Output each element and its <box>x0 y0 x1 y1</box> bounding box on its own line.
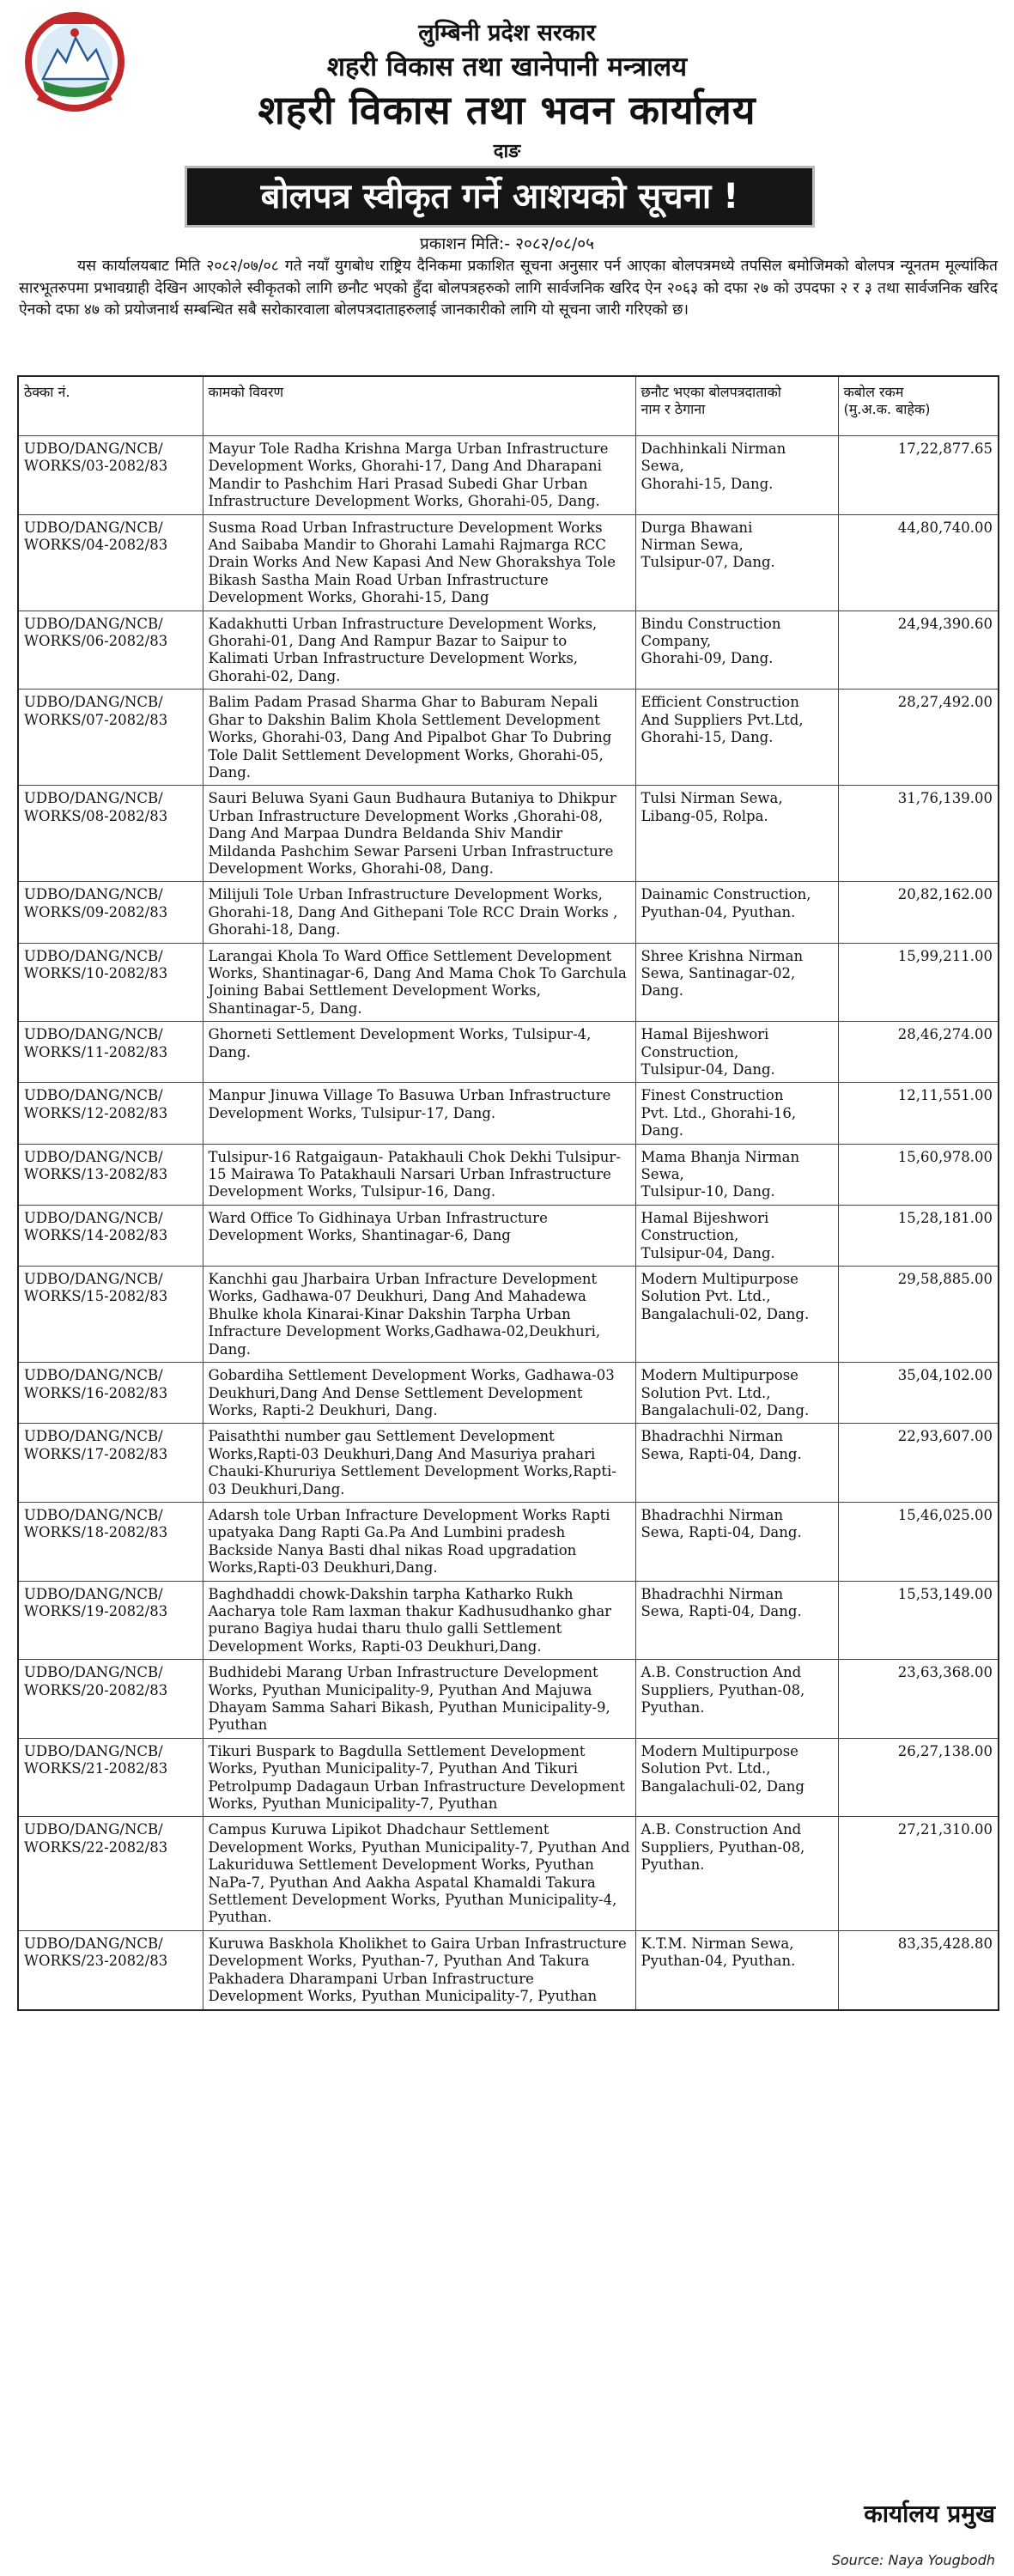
table-row <box>18 1660 999 1739</box>
work-description-cell: Manpur Jinuwa Village To Basuwa Urban Infrastructure Development Works, Tulsipur-17, Dang. <box>203 1083 635 1144</box>
header-contract-no: ठेक्का नं. <box>18 376 203 436</box>
bidder-name-cell: Tulsi Nirman Sewa, Libang-05, Rolpa. <box>635 786 838 882</box>
bid-amount-cell: 31,76,139.00 <box>838 786 999 882</box>
bidder-name-cell: Bindu Construction Company, Ghorahi-09, Dang. <box>635 611 838 690</box>
work-description-cell: Baghdhaddi chowk-Dakshin tarpha Katharko Rukh Aacharya tole Ram laxman thakur Kadhusudhanko ghar purano Bagiya hudai tharu thulo galli Settlement Development Works, Rapti-03 Deukhuri,Dang. <box>203 1581 635 1660</box>
bidder-name-cell: A.B. Construction And Suppliers, Pyuthan-08, Pyuthan. <box>635 1660 838 1739</box>
header-bidder: छनौट भएका बोलपत्रदाताको नाम र ठेगाना <box>635 376 838 436</box>
contract-number-cell: UDBO/DANG/NCB/ WORKS/20-2082/83 <box>18 1660 203 1739</box>
bid-amount-cell: 24,94,390.60 <box>838 611 999 690</box>
bid-amount-cell: 27,21,310.00 <box>838 1817 999 1930</box>
office-chief-signoff: कार्यालय प्रमुख <box>864 2500 995 2528</box>
table-header-row <box>18 376 999 436</box>
work-description-cell: Sauri Beluwa Syani Gaun Budhaura Butaniya to Dhikpur Urban Infrastructure Development Works ,Ghorahi-08, Dang And Marpaa Dundra Beldanda Shiv Mandir Mildanda Pashchim Sewar Parseni Urban Infrastructure Development Works, Ghorahi-08, Dang. <box>203 786 635 882</box>
table-row <box>18 786 999 882</box>
header-amount: कबोल रकम (मु.अ.क. बाहेक) <box>838 376 999 436</box>
table-row <box>18 1424 999 1503</box>
header-description: कामको विवरण <box>203 376 635 436</box>
bidder-name-cell: Dainamic Construction, Pyuthan-04, Pyuthan. <box>635 882 838 943</box>
contract-number-cell: UDBO/DANG/NCB/ WORKS/04-2082/83 <box>18 514 203 611</box>
table-row <box>18 1083 999 1144</box>
contract-number-cell: UDBO/DANG/NCB/ WORKS/14-2082/83 <box>18 1205 203 1266</box>
contract-number-cell: UDBO/DANG/NCB/ WORKS/19-2082/83 <box>18 1581 203 1660</box>
contract-number-cell: UDBO/DANG/NCB/ WORKS/18-2082/83 <box>18 1502 203 1581</box>
contract-number-cell: UDBO/DANG/NCB/ WORKS/12-2082/83 <box>18 1083 203 1144</box>
table-row <box>18 1738 999 1817</box>
work-description-cell: Milijuli Tole Urban Infrastructure Development Works, Ghorahi-18, Dang And Githepani Tole RCC Drain Works , Ghorahi-18, Dang. <box>203 882 635 943</box>
table-row <box>18 1817 999 1930</box>
bid-amount-cell: 28,27,492.00 <box>838 690 999 786</box>
table-row <box>18 882 999 943</box>
notice-intro: यस कार्यालयबाट मिति २०८२/०७/०८ गते नयाँ युगबोध राष्ट्रिय दैनिकमा प्रकाशित सूचना अनुसार पर्न आएका बोलपत्रमध्ये तपसिल बमोजिमको बोलपत्र न्यूनतम मूल्यांकित सारभूतरुपमा प्रभावग्राही देखिन आएकोले स्वीकृतको लागि छनौट भएको हुँदा बोलपत्रहरुको लागि सार्वजनिक खरिद ऐन २०६३ को दफा २७ को उपदफा २ र ३ तथा सार्वजनिक खरिद ऐनको दफा ४७ को प्रयोजनार्थ सम्बन्धित सबै सरोकारवाला बोलपत्रदाताहरुलाई जानकारीको लागि यो सूचना जारी गरिएको छ। <box>19 258 998 319</box>
bidder-name-cell: Durga Bhawani Nirman Sewa, Tulsipur-07, Dang. <box>635 514 838 611</box>
bidder-name-cell: Modern Multipurpose Solution Pvt. Ltd., Bangalachuli-02, Dang. <box>635 1363 838 1424</box>
table-row <box>18 1205 999 1266</box>
bidder-name-cell: Modern Multipurpose Solution Pvt. Ltd., Bangalachuli-02, Dang. <box>635 1267 838 1363</box>
table-row <box>18 514 999 611</box>
bidder-name-cell: Modern Multipurpose Solution Pvt. Ltd., Bangalachuli-02, Dang <box>635 1738 838 1817</box>
work-description-cell: Budhidebi Marang Urban Infrastructure Development Works, Pyuthan Municipality-9, Pyuthan And Majuwa Dhayam Samma Sahari Bikash, Pyuthan Municipality-9, Pyuthan <box>203 1660 635 1739</box>
bid-amount-cell: 35,04,102.00 <box>838 1363 999 1424</box>
bid-amount-cell: 20,82,162.00 <box>838 882 999 943</box>
bid-amount-cell: 26,27,138.00 <box>838 1738 999 1817</box>
source-credit: Source: Naya Yougbodh <box>831 2552 995 2568</box>
bidder-name-cell: A.B. Construction And Suppliers, Pyuthan-08, Pyuthan. <box>635 1817 838 1930</box>
bid-amount-cell: 22,93,607.00 <box>838 1424 999 1503</box>
table-row <box>18 611 999 690</box>
bid-amount-cell: 15,99,211.00 <box>838 943 999 1022</box>
work-description-cell: Kanchhi gau Jharbaira Urban Infracture Development Works, Gadhawa-07 Deukhuri, Dang And Mahadewa Bhulke khola Kinarai-Kinar Dakshin Tarpha Urban Infracture Development Works,Gadhawa-02,Deukhuri, Dang. <box>203 1267 635 1363</box>
ministry-name: शहरी विकास तथा खानेपानी मन्त्रालय <box>326 52 688 82</box>
table-row <box>18 1144 999 1205</box>
table-row <box>18 1363 999 1424</box>
work-description-cell: Tikuri Buspark to Bagdulla Settlement Development Works, Pyuthan Municipality-7, Pyuthan And Tikuri Petrolpump Dadagaun Urban Infrastructure Development Works, Pyuthan Municipality-7, Pyuthan <box>203 1738 635 1817</box>
table-row <box>18 943 999 1022</box>
bidder-name-cell: Hamal Bijeshwori Construction, Tulsipur-04, Dang. <box>635 1205 838 1266</box>
work-description-cell: Paisaththi number gau Settlement Development Works,Rapti-03 Deukhuri,Dang And Masuriya prahari Chauki-Khururiya Settlement Development Works,Rapti-03 Deukhuri,Dang. <box>203 1424 635 1503</box>
contract-number-cell: UDBO/DANG/NCB/ WORKS/09-2082/83 <box>18 882 203 943</box>
contract-number-cell: UDBO/DANG/NCB/ WORKS/03-2082/83 <box>18 436 203 515</box>
table-row <box>18 690 999 786</box>
bidder-name-cell: Bhadrachhi Nirman Sewa, Rapti-04, Dang. <box>635 1502 838 1581</box>
government-name: लुम्बिनी प्रदेश सरकार <box>418 20 596 46</box>
bid-amount-cell: 15,53,149.00 <box>838 1581 999 1660</box>
bid-amount-cell: 83,35,428.80 <box>838 1930 999 2009</box>
bidder-name-cell: Efficient Construction And Suppliers Pvt.Ltd, Ghorahi-15, Dang. <box>635 690 838 786</box>
bidder-name-cell: Mama Bhanja Nirman Sewa, Tulsipur-10, Dang. <box>635 1144 838 1205</box>
bid-amount-cell: 15,46,025.00 <box>838 1502 999 1581</box>
contract-number-cell: UDBO/DANG/NCB/ WORKS/22-2082/83 <box>18 1817 203 1930</box>
publication-date: प्रकाशन मिति:- २०८२/०८/०५ <box>419 234 594 253</box>
work-description-cell: Gobardiha Settlement Development Works, Gadhawa-03 Deukhuri,Dang And Dense Settlement Development Works, Rapti-2 Deukhuri, Dang. <box>203 1363 635 1424</box>
bidder-name-cell: Dachhinkali Nirman Sewa, Ghorahi-15, Dang. <box>635 436 838 515</box>
contract-number-cell: UDBO/DANG/NCB/ WORKS/08-2082/83 <box>18 786 203 882</box>
work-description-cell: Kadakhutti Urban Infrastructure Development Works, Ghorahi-01, Dang And Rampur Bazar to Saipur to Kalimati Urban Infrastructure Development Works, Ghorahi-02, Dang. <box>203 611 635 690</box>
bid-amount-cell: 29,58,885.00 <box>838 1267 999 1363</box>
contract-number-cell: UDBO/DANG/NCB/ WORKS/07-2082/83 <box>18 690 203 786</box>
bid-amount-cell: 15,28,181.00 <box>838 1205 999 1266</box>
contract-number-cell: UDBO/DANG/NCB/ WORKS/15-2082/83 <box>18 1267 203 1363</box>
contract-number-cell: UDBO/DANG/NCB/ WORKS/23-2082/83 <box>18 1930 203 2009</box>
office-location: दाङ <box>493 141 521 162</box>
contract-number-cell: UDBO/DANG/NCB/ WORKS/11-2082/83 <box>18 1022 203 1083</box>
table-row <box>18 1267 999 1363</box>
table-row <box>18 1930 999 2009</box>
work-description-cell: Larangai Khola To Ward Office Settlement Development Works, Shantinagar-6, Dang And Mama Chok To Garchula Joining Babai Settlement Development Works, Shantinagar-5, Dang. <box>203 943 635 1022</box>
bid-amount-cell: 12,11,551.00 <box>838 1083 999 1144</box>
bidder-name-cell: Bhadrachhi Nirman Sewa, Rapti-04, Dang. <box>635 1581 838 1660</box>
bid-table <box>17 375 999 2011</box>
contract-number-cell: UDBO/DANG/NCB/ WORKS/16-2082/83 <box>18 1363 203 1424</box>
table-row <box>18 1581 999 1660</box>
contract-number-cell: UDBO/DANG/NCB/ WORKS/21-2082/83 <box>18 1738 203 1817</box>
bidder-name-cell: Hamal Bijeshwori Construction, Tulsipur-04, Dang. <box>635 1022 838 1083</box>
work-description-cell: Ghorneti Settlement Development Works, Tulsipur-4, Dang. <box>203 1022 635 1083</box>
notice-title-banner: बोलपत्र स्वीकृत गर्ने आशयको सूचना ! <box>187 168 812 225</box>
table-row <box>18 1502 999 1581</box>
contract-number-cell: UDBO/DANG/NCB/ WORKS/10-2082/83 <box>18 943 203 1022</box>
table-row <box>18 436 999 515</box>
table-row <box>18 1022 999 1083</box>
bidder-name-cell: K.T.M. Nirman Sewa, Pyuthan-04, Pyuthan. <box>635 1930 838 2009</box>
contract-number-cell: UDBO/DANG/NCB/ WORKS/17-2082/83 <box>18 1424 203 1503</box>
work-description-cell: Kuruwa Baskhola Kholikhet to Gaira Urban Infrastructure Development Works, Pyuthan-7, Pyuthan And Takura Pakhadera Dharampani Urban Infrastructure Development Works, Pyuthan Municipality-7, Pyuthan <box>203 1930 635 2009</box>
table-body <box>18 436 999 2010</box>
bidder-name-cell: Bhadrachhi Nirman Sewa, Rapti-04, Dang. <box>635 1424 838 1503</box>
bid-amount-cell: 17,22,877.65 <box>838 436 999 515</box>
work-description-cell: Ward Office To Gidhinaya Urban Infrastructure Development Works, Shantinagar-6, Dang <box>203 1205 635 1266</box>
work-description-cell: Campus Kuruwa Lipikot Dhadchaur Settlement Development Works, Pyuthan Municipality-7, Pyuthan And Lakuriduwa Settlement Development Works, Pyuthan NaPa-7, Pyuthan And Aakha Aspatal Khamaldi Takura Settlement Development Works, Pyuthan Municipality-4, Pyuthan. <box>203 1817 635 1930</box>
work-description-cell: Tulsipur-16 Ratgaigaun- Patakhauli Chok Dekhi Tulsipur-15 Mairawa To Patakhauli Narsari Urban Infrastructure Development Works, Tulsipur-16, Dang. <box>203 1144 635 1205</box>
bidder-name-cell: Finest Construction Pvt. Ltd., Ghorahi-16, Dang. <box>635 1083 838 1144</box>
bid-amount-cell: 28,46,274.00 <box>838 1022 999 1083</box>
work-description-cell: Balim Padam Prasad Sharma Ghar to Baburam Nepali Ghar to Dakshin Balim Khola Settlement Development Works, Ghorahi-03, Dang And Pipalbot Ghar To Dubring Tole Dalit Settlement Development Works, Ghorahi-05, Dang. <box>203 690 635 786</box>
work-description-cell: Adarsh tole Urban Infracture Development Works Rapti upatyaka Dang Rapti Ga.Pa And Lumbini pradesh Backside Nanya Basti dhal nikas Road upgradation Works,Rapti-03 Deukhuri,Dang. <box>203 1502 635 1581</box>
bid-amount-cell: 23,63,368.00 <box>838 1660 999 1739</box>
work-description-cell: Susma Road Urban Infrastructure Development Works And Saibaba Mandir to Ghorahi Lamahi Rajmarga RCC Drain Works And New Kapasi And New Ghorakshya Tole Bikash Sastha Main Road Urban Infrastructure Development Works, Ghorahi-15, Dang <box>203 514 635 611</box>
contract-number-cell: UDBO/DANG/NCB/ WORKS/06-2082/83 <box>18 611 203 690</box>
office-name: शहरी विकास तथा भवन कार्यालय <box>258 87 756 133</box>
bid-amount-cell: 15,60,978.00 <box>838 1144 999 1205</box>
work-description-cell: Mayur Tole Radha Krishna Marga Urban Infrastructure Development Works, Ghorahi-17, Dang And Dharapani Mandir to Pashchim Hari Prasad Subedi Ghar Urban Infrastructure Development Works, Ghorahi-05, Dang. <box>203 436 635 515</box>
contract-number-cell: UDBO/DANG/NCB/ WORKS/13-2082/83 <box>18 1144 203 1205</box>
bid-amount-cell: 44,80,740.00 <box>838 514 999 611</box>
bidder-name-cell: Shree Krishna Nirman Sewa, Santinagar-02, Dang. <box>635 943 838 1022</box>
